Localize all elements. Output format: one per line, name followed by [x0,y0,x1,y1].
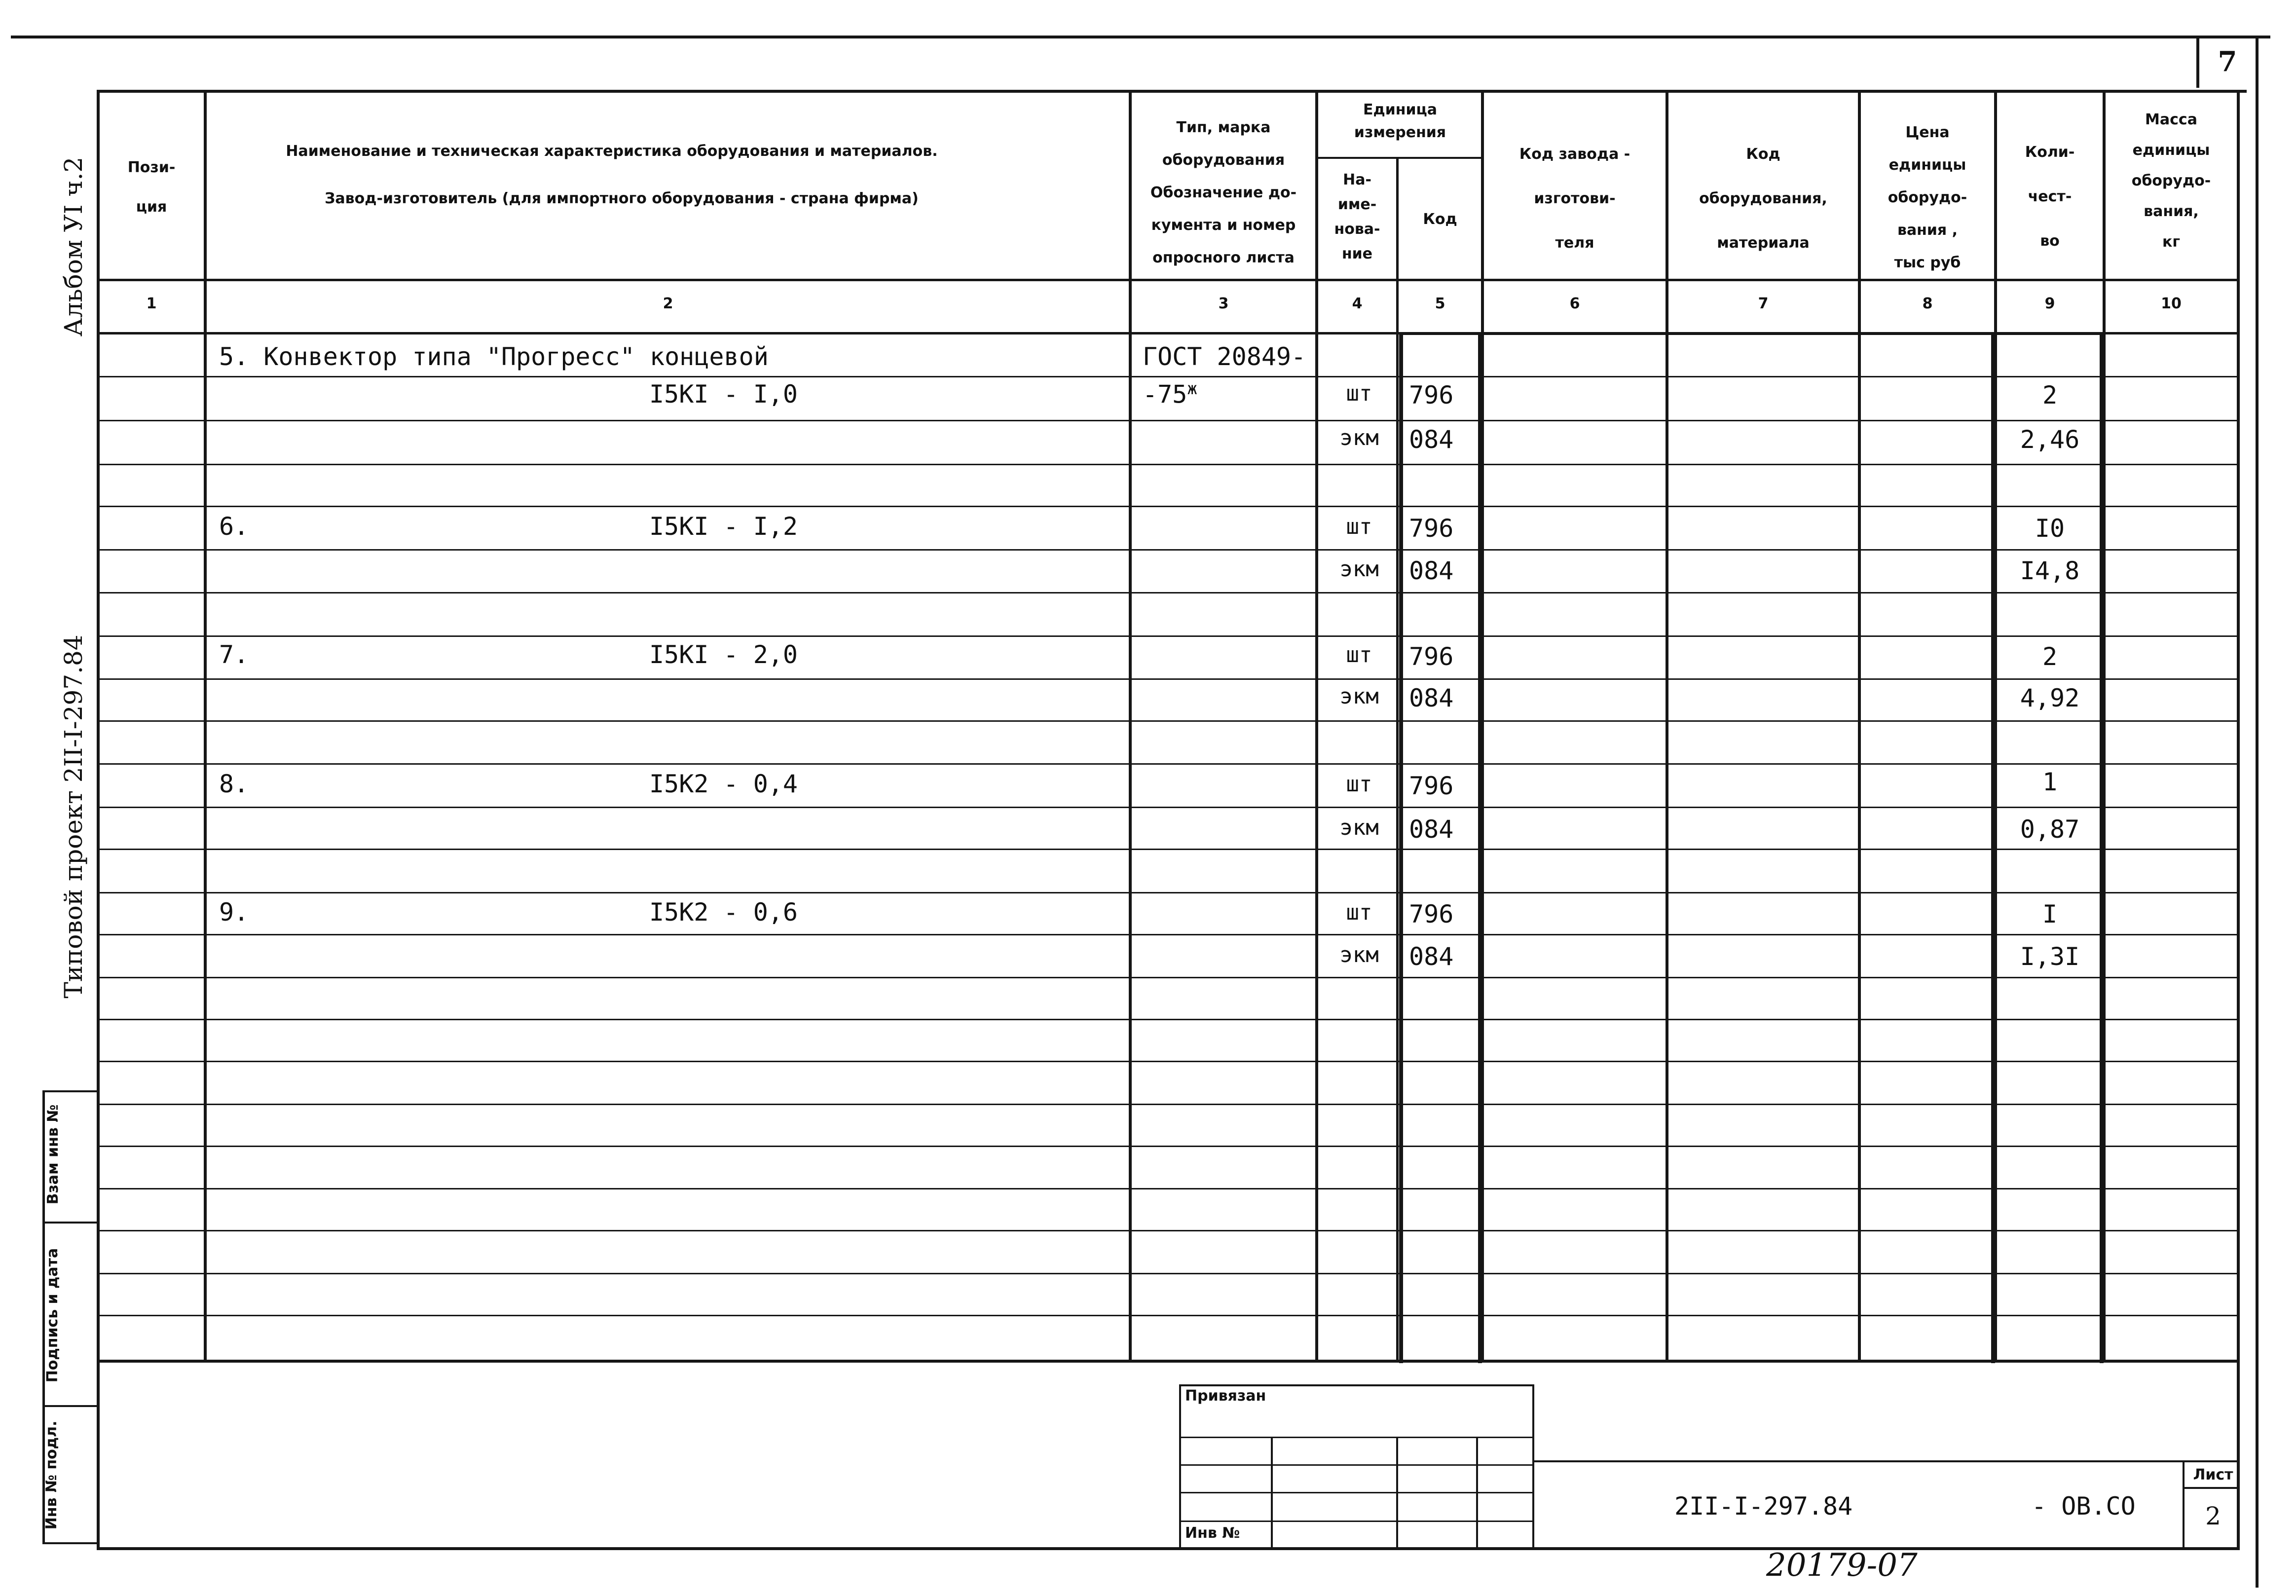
item-8-unit-code-2: 084 [1409,815,1454,844]
sheet-label: Лист [2193,1466,2233,1484]
tb-line [1179,1492,1534,1493]
table-right [2237,90,2240,1550]
item-7-pos: 7. [219,640,249,669]
heavy-line-a [1399,332,1403,1363]
inv-label: Инв № [1185,1524,1240,1542]
tb-line [1179,1464,1534,1466]
header-name-line1: Наименование и техническая характеристика оборудования и материалов. [286,143,938,160]
table-top [97,90,2247,93]
item-6-pos: 6. [219,512,249,541]
row-line [97,1273,2240,1274]
top-rule [11,36,2270,38]
tb-line [1179,1384,1534,1386]
colnum-8: 8 [1922,295,1933,312]
colnum-10: 10 [2161,295,2182,312]
item-6-unit: шт [1346,514,1372,539]
item-6-unit-2: экм [1339,557,1379,582]
tb-line [1179,1437,1534,1438]
item-5-name: 5. Конвектор типа "Прогресс" концевой [219,342,769,371]
col-line-7 [1858,90,1861,1363]
colnum-4: 4 [1352,295,1363,312]
document-code: 2II-I-297.84 [1674,1492,1853,1521]
body-bottom [97,1360,2240,1363]
item-7-unit: шт [1346,642,1372,668]
header-unit-group: Единица измерения [1354,101,1446,141]
row-line [97,1061,2240,1062]
colnum-6: 6 [1569,295,1580,312]
item-5-standard-year [1143,379,1197,409]
heavy-line-b [1478,332,1482,1363]
item-8-model: I5K2 - 0,4 [649,770,798,798]
item-7-model: I5KI - 2,0 [649,640,798,669]
item-6-model: I5KI - I,2 [649,512,798,541]
header-unit-name: На- име- нова- ние [1334,171,1380,262]
row-line [97,420,2240,421]
standard-year-text: -75 [1143,380,1187,409]
frame-right-edge [2256,38,2259,1588]
col-line-1 [204,90,207,1363]
header-position: Пози- ция [127,159,176,216]
tb-line [1271,1437,1273,1548]
row-line [97,1146,2240,1147]
col-line-4 [1396,157,1399,1363]
tb-line [1476,1437,1478,1548]
item-9-unit-2: экм [1339,942,1379,967]
item-8-pos: 8. [219,770,249,798]
stamp-signature-date: Подпись и дата [44,1248,61,1383]
item-6-qty: I0 [2035,514,2065,543]
row-line [97,720,2240,722]
item-9-unit-code: 796 [1409,900,1454,928]
tb-line [2183,1460,2185,1549]
page-number: 7 [2218,45,2237,78]
item-9-qty: I [2042,900,2058,928]
item-7-qty: 2 [2042,642,2058,671]
table-bottom [97,1547,2240,1550]
item-5-unit-2: экм [1339,425,1379,450]
row-line [97,977,2240,978]
row-line [97,934,2240,935]
item-6-unit-code-2: 084 [1409,557,1454,585]
row-line [97,807,2240,808]
album-label: Альбом УI ч.2 [59,156,88,337]
project-label: Типовой проект 2II-I-297.84 [59,634,88,999]
stamp-line [42,1542,100,1544]
row-line [97,592,2240,594]
item-5-model: I5KI - I,0 [649,380,798,408]
colnum-7: 7 [1758,295,1769,312]
item-5-unit: шт [1346,381,1372,406]
archive-number: 20179-07 [1766,1547,1918,1584]
sheet-number: 2 [2205,1502,2221,1530]
item-5-unit-code-2: 084 [1409,425,1454,454]
document-suffix: - OB.CO [2032,1492,2136,1521]
row-line [97,849,2240,850]
row-line [97,678,2240,680]
row-line [97,763,2240,765]
item-6-unit-code: 796 [1409,514,1454,543]
item-9-qty-2: I,3I [2020,942,2080,971]
header-name-line2: Завод-изготовитель (для импортного оборудования - страна фирма) [325,190,919,207]
row-line [97,1315,2240,1316]
heavy-line-c [1991,332,1995,1363]
item-7-unit-2: экм [1339,684,1379,709]
heavy-line-d [2100,332,2104,1363]
item-8-unit: шт [1346,772,1372,797]
header-equipment-code: Код оборудования, материала [1699,146,1827,252]
row-line [97,635,2240,637]
header-quantity: Коли- чест- во [2025,144,2075,250]
row-line [97,1188,2240,1189]
header-plant-code: Код завода - изготови- теля [1519,146,1630,252]
header-price: Цена единицы оборудо- вания , тыс руб [1888,124,1967,271]
tb-line [2183,1487,2240,1489]
item-8-unit-2: экм [1339,815,1379,840]
standard-mark: ж [1187,379,1197,399]
item-7-unit-code: 796 [1409,642,1454,671]
header-mass: Масса единицы оборудо- вания, кг [2131,111,2211,251]
stamp-original-inv: Инв № подл. [43,1420,60,1530]
tb-line [1179,1384,1181,1550]
bound-label: Привязан [1185,1387,1266,1405]
item-8-qty: 1 [2042,768,2058,796]
heavy-top [1399,332,2104,335]
colnum-2: 2 [663,295,673,312]
item-9-pos: 9. [219,898,249,927]
row-line [97,892,2240,893]
tb-line [1532,1384,1534,1550]
item-5-qty: 2 [2042,381,2058,409]
colnum-5: 5 [1435,295,1445,312]
row-line [97,376,2240,377]
item-5-standard: ГОСТ 20849- [1143,342,1306,371]
colnum-3: 3 [1218,295,1229,312]
item-7-unit-code-2: 084 [1409,684,1454,712]
header-unit-code: Код [1423,211,1457,228]
item-7-qty-2: 4,92 [2020,684,2080,712]
page-box-left [2196,38,2199,88]
col-line-3 [1315,90,1318,1363]
item-9-unit: шт [1346,900,1372,925]
item-6-qty-2: I4,8 [2020,557,2080,585]
header-type: Тип, марка оборудования Обозначение до- кумента и номер опросного листа [1150,119,1297,266]
stamp-line [42,1222,100,1224]
col-line-2 [1129,90,1132,1363]
item-5-unit-code: 796 [1409,381,1454,409]
row-line [97,464,2240,465]
tb-line [1396,1437,1398,1548]
item-8-qty-2: 0,87 [2020,815,2080,844]
colnum-1: 1 [146,295,157,312]
row-line [97,549,2240,551]
row-line [97,1019,2240,1020]
item-9-unit-code-2: 084 [1409,942,1454,971]
stamp-line [42,1405,100,1407]
row-line [97,506,2240,507]
row-line [97,1104,2240,1105]
tb-line [1179,1521,1534,1522]
col-line-6 [1666,90,1668,1363]
stamp-replace-inv: Взам инв № [44,1104,62,1205]
tb-line [1532,1460,2240,1462]
colnum-9: 9 [2044,295,2055,312]
item-9-model: I5K2 - 0,6 [649,898,798,927]
row-line [97,1230,2240,1231]
item-8-unit-code: 796 [1409,772,1454,800]
item-5-qty-2: 2,46 [2020,425,2080,454]
unit-group-divider [1315,157,1484,159]
